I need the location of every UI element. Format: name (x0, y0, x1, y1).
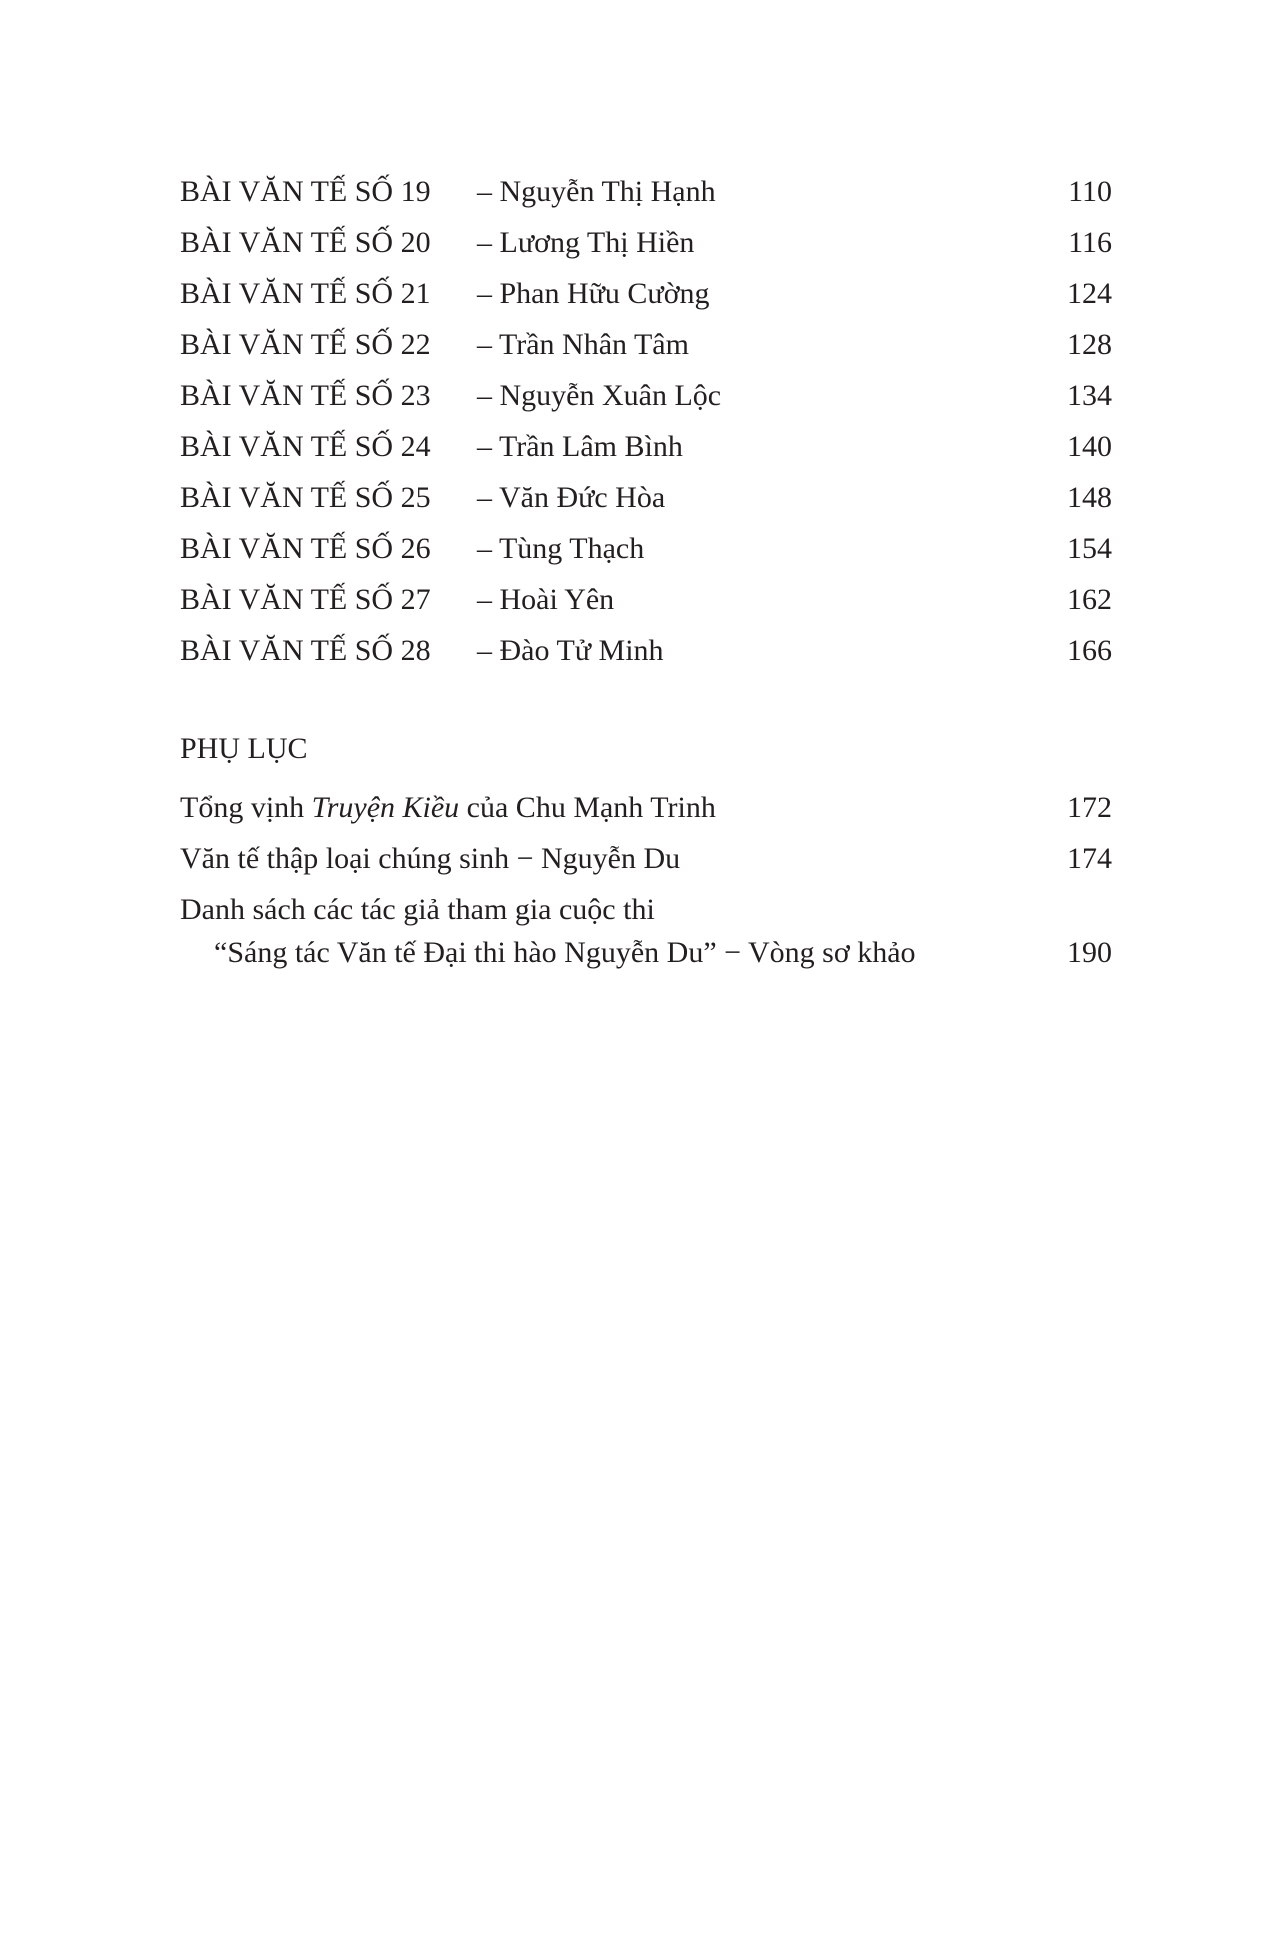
toc-entry-author: – Phan Hữu Cường (477, 277, 710, 310)
appendix-entry-suffix: của Chu Mạnh Trinh (459, 791, 716, 824)
toc-entry-author: – Nguyễn Xuân Lộc (477, 379, 722, 412)
toc-entry-page: 128 (1067, 328, 1112, 361)
toc-entry-author: – Trần Lâm Bình (477, 430, 683, 463)
toc-entry-page: 162 (1067, 583, 1112, 616)
toc-entry-page: 134 (1067, 379, 1112, 412)
appendix-entry-title-line1: Danh sách các tác giả tham gia cuộc thi (180, 893, 655, 926)
toc-entry-author: – Lương Thị Hiền (477, 226, 695, 259)
toc-entry-page: 166 (1067, 634, 1112, 667)
appendix-entry-title (180, 782, 716, 833)
appendix-entry (180, 884, 1112, 978)
toc-entry-page: 116 (1068, 226, 1112, 259)
toc-entry-label: BÀI VĂN TẾ SỐ 21 (180, 277, 431, 310)
toc-entry-label: BÀI VĂN TẾ SỐ 26 (180, 532, 431, 565)
toc-entry-label: BÀI VĂN TẾ SỐ 24 (180, 430, 431, 463)
toc-entry-page: 140 (1067, 430, 1112, 463)
appendix-section (180, 726, 1112, 978)
toc-entry-author: – Văn Đức Hòa (477, 481, 666, 514)
toc-entry (180, 421, 1112, 472)
appendix-entry-page: 190 (1067, 936, 1112, 969)
toc-entry-label: BÀI VĂN TẾ SỐ 27 (180, 583, 431, 616)
toc-entry-author: – Trần Nhân Tâm (477, 328, 689, 361)
toc-entry-label: BÀI VĂN TẾ SỐ 28 (180, 634, 431, 667)
appendix-entry (180, 833, 1112, 884)
toc-entry-author: – Nguyễn Thị Hạnh (477, 175, 716, 208)
toc-entry-page: 148 (1067, 481, 1112, 514)
toc-entry-page: 154 (1067, 532, 1112, 565)
appendix-entry-page: 172 (1067, 791, 1112, 824)
toc-entry-page: 110 (1068, 175, 1112, 208)
table-of-contents (180, 166, 1112, 676)
appendix-entry-title-line2: “Sáng tác Văn tế Đại thi hào Nguyễn Du” − Vòng sơ khảo (214, 936, 916, 969)
toc-entry-page: 124 (1067, 277, 1112, 310)
toc-entry-label: BÀI VĂN TẾ SỐ 19 (180, 175, 431, 208)
toc-entry (180, 166, 1112, 217)
toc-entry-author: – Đào Tử Minh (477, 634, 664, 667)
toc-entry (180, 217, 1112, 268)
toc-entry (180, 472, 1112, 523)
toc-entry-label: BÀI VĂN TẾ SỐ 23 (180, 379, 431, 412)
toc-entry-label: BÀI VĂN TẾ SỐ 22 (180, 328, 431, 361)
toc-entry-author: – Tùng Thạch (477, 532, 645, 565)
toc-entry-author: – Hoài Yên (477, 583, 615, 616)
appendix-heading: PHỤ LỤC (180, 732, 308, 765)
toc-entry (180, 370, 1112, 421)
appendix-entry (180, 782, 1112, 833)
appendix-entry-italic-title: Truyện Kiều (311, 791, 460, 824)
appendix-entry-title: Văn tế thập loại chúng sinh − Nguyễn Du (180, 842, 681, 875)
toc-entry-label: BÀI VĂN TẾ SỐ 20 (180, 226, 431, 259)
toc-entry-label: BÀI VĂN TẾ SỐ 25 (180, 481, 431, 514)
toc-entry (180, 625, 1112, 676)
toc-entry (180, 523, 1112, 574)
toc-entry (180, 319, 1112, 370)
toc-entry (180, 574, 1112, 625)
toc-entry (180, 268, 1112, 319)
appendix-entry-page: 174 (1067, 842, 1112, 875)
appendix-entry-prefix: Tổng vịnh (180, 791, 312, 824)
